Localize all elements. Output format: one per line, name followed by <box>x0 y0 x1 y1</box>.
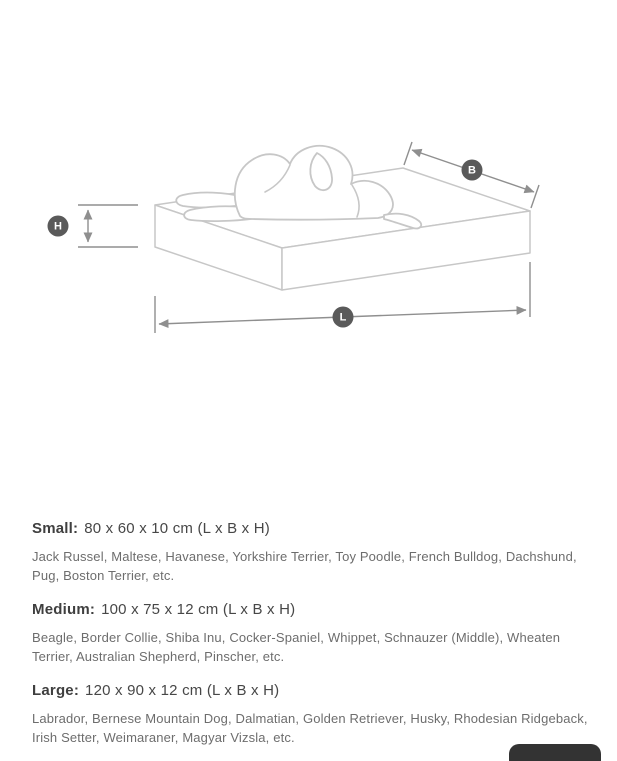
size-section-medium <box>32 601 592 666</box>
size-name-label: Small: <box>32 520 79 537</box>
chat-widget-button[interactable] <box>509 744 601 761</box>
breadth-badge-label: B <box>468 164 476 177</box>
height-dimension <box>78 205 138 247</box>
dog-illustration <box>176 146 421 229</box>
length-badge <box>333 307 354 328</box>
size-heading <box>32 520 592 538</box>
size-section-large <box>32 682 592 747</box>
size-name-label: Medium: <box>32 601 96 618</box>
breadth-extension-left <box>404 142 412 165</box>
breed-list: Beagle, Border Collie, Shiba Inu, Cocker-Spaniel, Whippet, Schnauzer (Middle), Wheaten Terrier, Australian Shepherd, Pinscher, etc. <box>32 630 561 664</box>
size-dimensions: 100 x 75 x 12 cm (L x B x H) <box>101 601 296 618</box>
dog-bed-size-diagram <box>0 0 617 380</box>
size-dimensions: 80 x 60 x 10 cm (L x B x H) <box>84 520 270 537</box>
height-badge <box>48 216 69 237</box>
size-heading <box>32 601 592 619</box>
breadth-extension-right <box>531 185 539 208</box>
size-section-small <box>32 520 592 585</box>
breed-list: Jack Russel, Maltese, Havanese, Yorkshire Terrier, Toy Poodle, French Bulldog, Dachshund, Pug, Boston Terrier, etc. <box>32 549 577 583</box>
breadth-badge <box>462 160 483 181</box>
length-badge-label: L <box>339 311 347 324</box>
size-dimensions: 120 x 90 x 12 cm (L x B x H) <box>85 682 280 699</box>
breed-list: Labrador, Bernese Mountain Dog, Dalmatian, Golden Retriever, Husky, Rhodesian Ridgeback, Irish Setter, Weimaraner, Magyar Vizsla, etc. <box>32 711 588 745</box>
height-badge-label: H <box>54 220 62 233</box>
size-heading <box>32 682 592 700</box>
size-name-label: Large: <box>32 682 80 699</box>
